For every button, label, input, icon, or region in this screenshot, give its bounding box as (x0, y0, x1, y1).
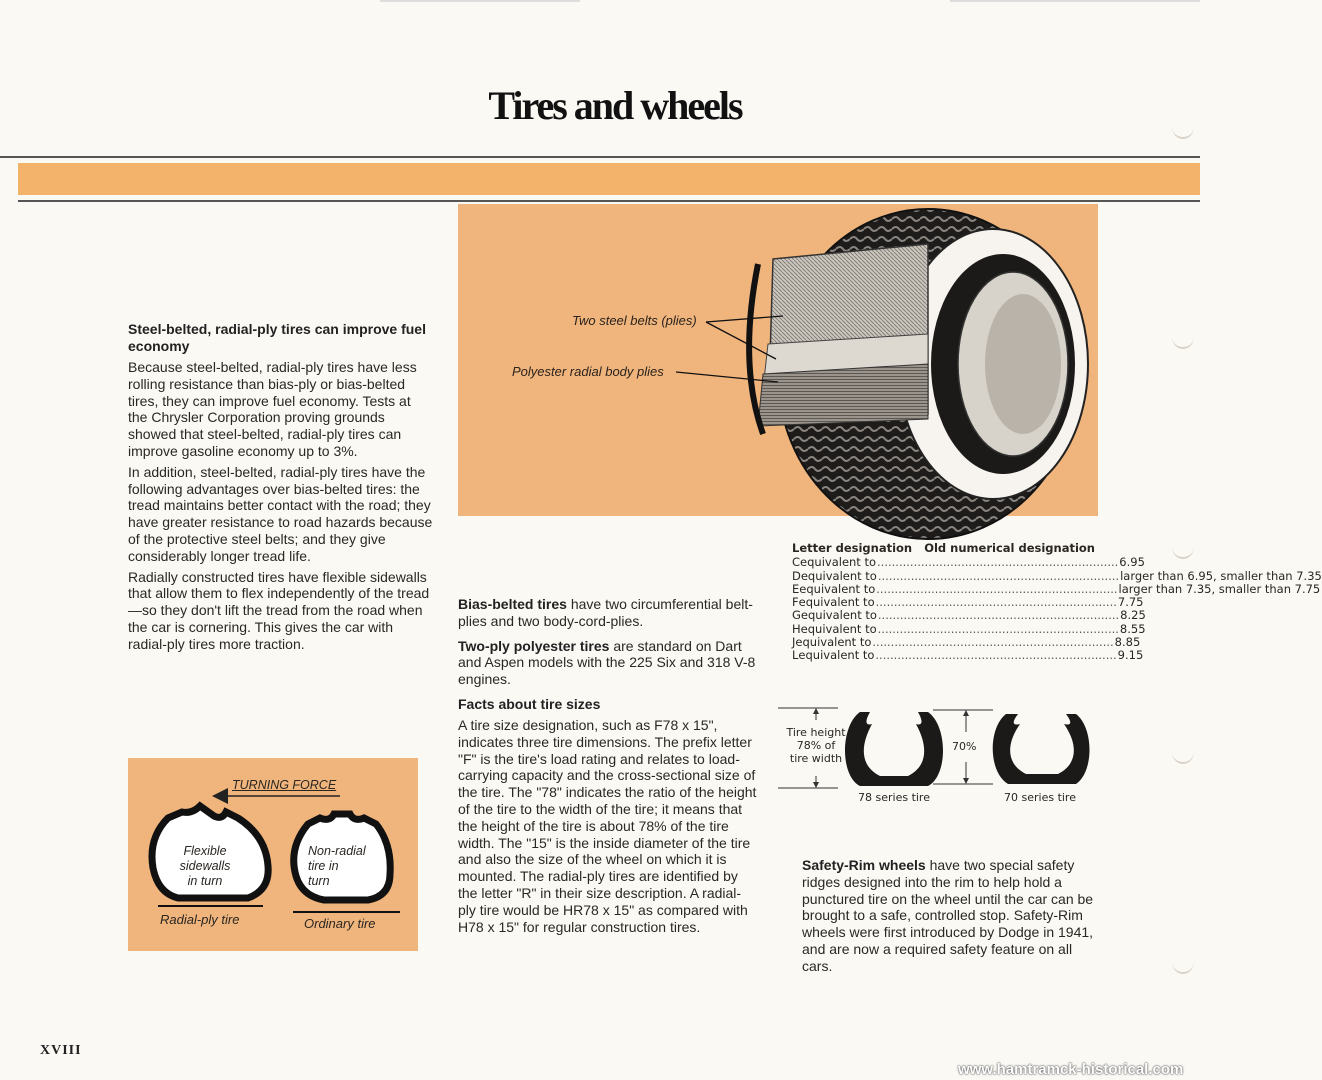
column-header: Letter designation (792, 541, 913, 555)
text: have two circumferential belt-plies and two body-cord-plies. (458, 596, 753, 629)
watermark: www.hamtramck-historical.com (958, 1061, 1184, 1078)
letter-cell: C (792, 555, 801, 570)
table-row (792, 568, 1322, 583)
binder-hole (1172, 740, 1194, 764)
equivalent-text: equivalent to (800, 621, 877, 636)
dot-leader: .................................................................. (877, 621, 1119, 636)
binder-hole (1172, 115, 1194, 139)
table-row (792, 608, 1146, 623)
label-line: Non-radial (308, 844, 366, 858)
divider-bottom (18, 200, 1200, 202)
turning-force-diagram (128, 758, 418, 951)
caption-78-series: 78 series tire (858, 791, 930, 804)
row-body (801, 623, 1146, 636)
label-line: Flexible (183, 844, 227, 858)
safety-rim-paragraph (802, 857, 1102, 975)
dot-leader: .................................................................. (877, 568, 1120, 583)
term: Two-ply polyester tires (458, 637, 610, 654)
equivalent-text: equivalent to (800, 568, 877, 583)
label-line: 78% of (796, 739, 836, 752)
page-title: Tires and wheels (488, 83, 742, 128)
equivalent-text: equivalent to (798, 595, 875, 610)
label-line: in turn (187, 874, 223, 888)
letter-cell: F (792, 595, 799, 610)
dot-leader: .................................................................. (877, 608, 1120, 623)
dot-leader: .................................................................. (876, 581, 1118, 596)
value-cell: 7.75 (1117, 595, 1144, 610)
top-edge-line (950, 0, 1200, 2)
row-body (800, 556, 1145, 569)
value-cell: 8.85 (1114, 635, 1141, 650)
text: have two special safety ridges designed into the rim to help hold a punctured tire on the wheel until the car can be brought to a safe, controlled stop. Safety-Rim wheels were first introduced by Dodge in 1941, and are now a required safety feature on all cars. (802, 857, 1094, 974)
series-comparison-diagram (778, 706, 1088, 806)
ordinary-caption: Ordinary tire (304, 916, 376, 931)
table-row (792, 555, 1145, 570)
letter-cell: J (792, 635, 796, 650)
value-cell: 9.15 (1117, 648, 1144, 663)
paragraph: In addition, steel-belted, radial-ply tires have the following advantages over bias-belted tires: the tread maintains better contact with the road; they have greater resistance to road hazards because of the protective steel belts; and they give considerably longer tread life. (128, 463, 433, 564)
letter-cell: H (792, 621, 801, 636)
pct-70-label: 70% (952, 740, 977, 753)
value-cell: 6.95 (1119, 555, 1145, 570)
equivalent-text: equivalent to (798, 648, 875, 663)
row-body (799, 583, 1320, 596)
designation-table (792, 541, 1322, 663)
row-body (801, 570, 1322, 583)
binder-hole (1172, 535, 1194, 559)
label-line: tire in (308, 859, 339, 873)
row-body (801, 609, 1146, 622)
leader-lines (458, 204, 1098, 516)
facts-paragraph: A tire size designation, such as F78 x 15", indicates three tire dimensions. The prefix letter "F" is the tire's load rating and relates to load-carrying capacity and the cross-sectional size of the tire. The "78" indicates the ratio of the height of the tire to the width of the tire; it means that the height of the tire is about 78% of the tire width. The "15" is the inside diameter of the tire and also the size of the wheel on which it is mounted. The radial-ply tires are identified by the letter "R" in their size description. A radial-ply tire would be HR78 x 15" as compared with H78 x 15" for regular construction tires. (458, 716, 757, 935)
tire-cutaway-illustration (458, 204, 1098, 516)
term: Bias-belted tires (458, 596, 567, 612)
paragraph: Radially constructed tires have flexible sidewalls that allow them to flex independently of the tread—so they don't lift the tread from the road when the car is cornering. This gives the car with radial-ply tires more traction. (128, 568, 430, 652)
table-row (792, 648, 1144, 663)
label-steel-belts: Two steel belts (plies) (572, 313, 697, 328)
paragraph: Because steel-belted, radial-ply tires have less rolling resistance than bias-ply or bias-belted tires, they can improve fuel economy. Tests at the Chrysler Corporation proving grounds showed that steel-belted, radial-ply tires can improve gasoline economy up to 3%. (128, 359, 417, 459)
row-body (798, 649, 1143, 662)
header-color-band (18, 163, 1200, 195)
page-number: XVIII (40, 1043, 82, 1058)
value-cell: 8.55 (1119, 621, 1146, 636)
equivalent-text: equivalent to (799, 581, 876, 596)
table-row (792, 581, 1321, 596)
letter-cell: D (792, 568, 801, 583)
safety-rim-section (802, 857, 1102, 979)
label-line: sidewalls (179, 859, 231, 873)
table-row (792, 635, 1141, 650)
label-line: turn (308, 874, 330, 888)
row-body (799, 596, 1144, 609)
radial-tire-section (128, 321, 434, 657)
section-heading: Steel-belted, radial-ply tires can improve fuel economy (128, 321, 426, 354)
binder-hole (1172, 325, 1194, 349)
row-body (795, 636, 1140, 649)
dot-leader: .................................................................. (872, 635, 1114, 650)
value-cell: 8.25 (1120, 608, 1146, 623)
label-body-plies: Polyester radial body plies (512, 364, 664, 379)
caption-70-series: 70 series tire (1004, 791, 1076, 804)
turning-force-label: TURNING FORCE (232, 778, 337, 792)
value-cell: larger than 6.95, smaller than 7.35 (1120, 568, 1322, 583)
term: Safety-Rim wheels (802, 857, 926, 873)
label-line: Tire height (786, 726, 846, 739)
equivalent-text: equivalent to (800, 608, 877, 623)
radial-caption: Radial-ply tire (160, 912, 240, 927)
facts-heading: Facts about tire sizes (458, 695, 601, 712)
equivalent-text: equivalent to (800, 555, 877, 570)
dot-leader: .................................................................. (877, 555, 1119, 570)
value-cell: larger than 7.35, smaller than 7.75 (1118, 581, 1321, 596)
text: are standard on Dart and Aspen models with the 225 Six and 318 V-8 engines. (458, 637, 756, 688)
height-ratio-label (778, 726, 854, 765)
tire-facts-section (458, 596, 758, 939)
equivalent-text: equivalent to (795, 635, 872, 650)
letter-cell: E (792, 581, 800, 596)
table-row (792, 621, 1146, 636)
ordinary-inner-label (308, 844, 378, 889)
table-row (792, 595, 1144, 610)
radial-inner-label (170, 844, 240, 889)
label-line: tire width (789, 752, 843, 765)
dot-leader: .................................................................. (875, 595, 1117, 610)
binder-hole (1172, 950, 1194, 974)
top-edge-line (380, 0, 580, 2)
bias-belted-paragraph (458, 596, 758, 630)
table-header (792, 542, 1095, 555)
two-ply-paragraph (458, 638, 758, 688)
letter-cell: L (792, 648, 799, 663)
divider-top (0, 156, 1200, 158)
column-header: Old numerical designation (924, 541, 1095, 555)
dot-leader: .................................................................. (875, 648, 1117, 663)
letter-cell: G (792, 608, 801, 623)
